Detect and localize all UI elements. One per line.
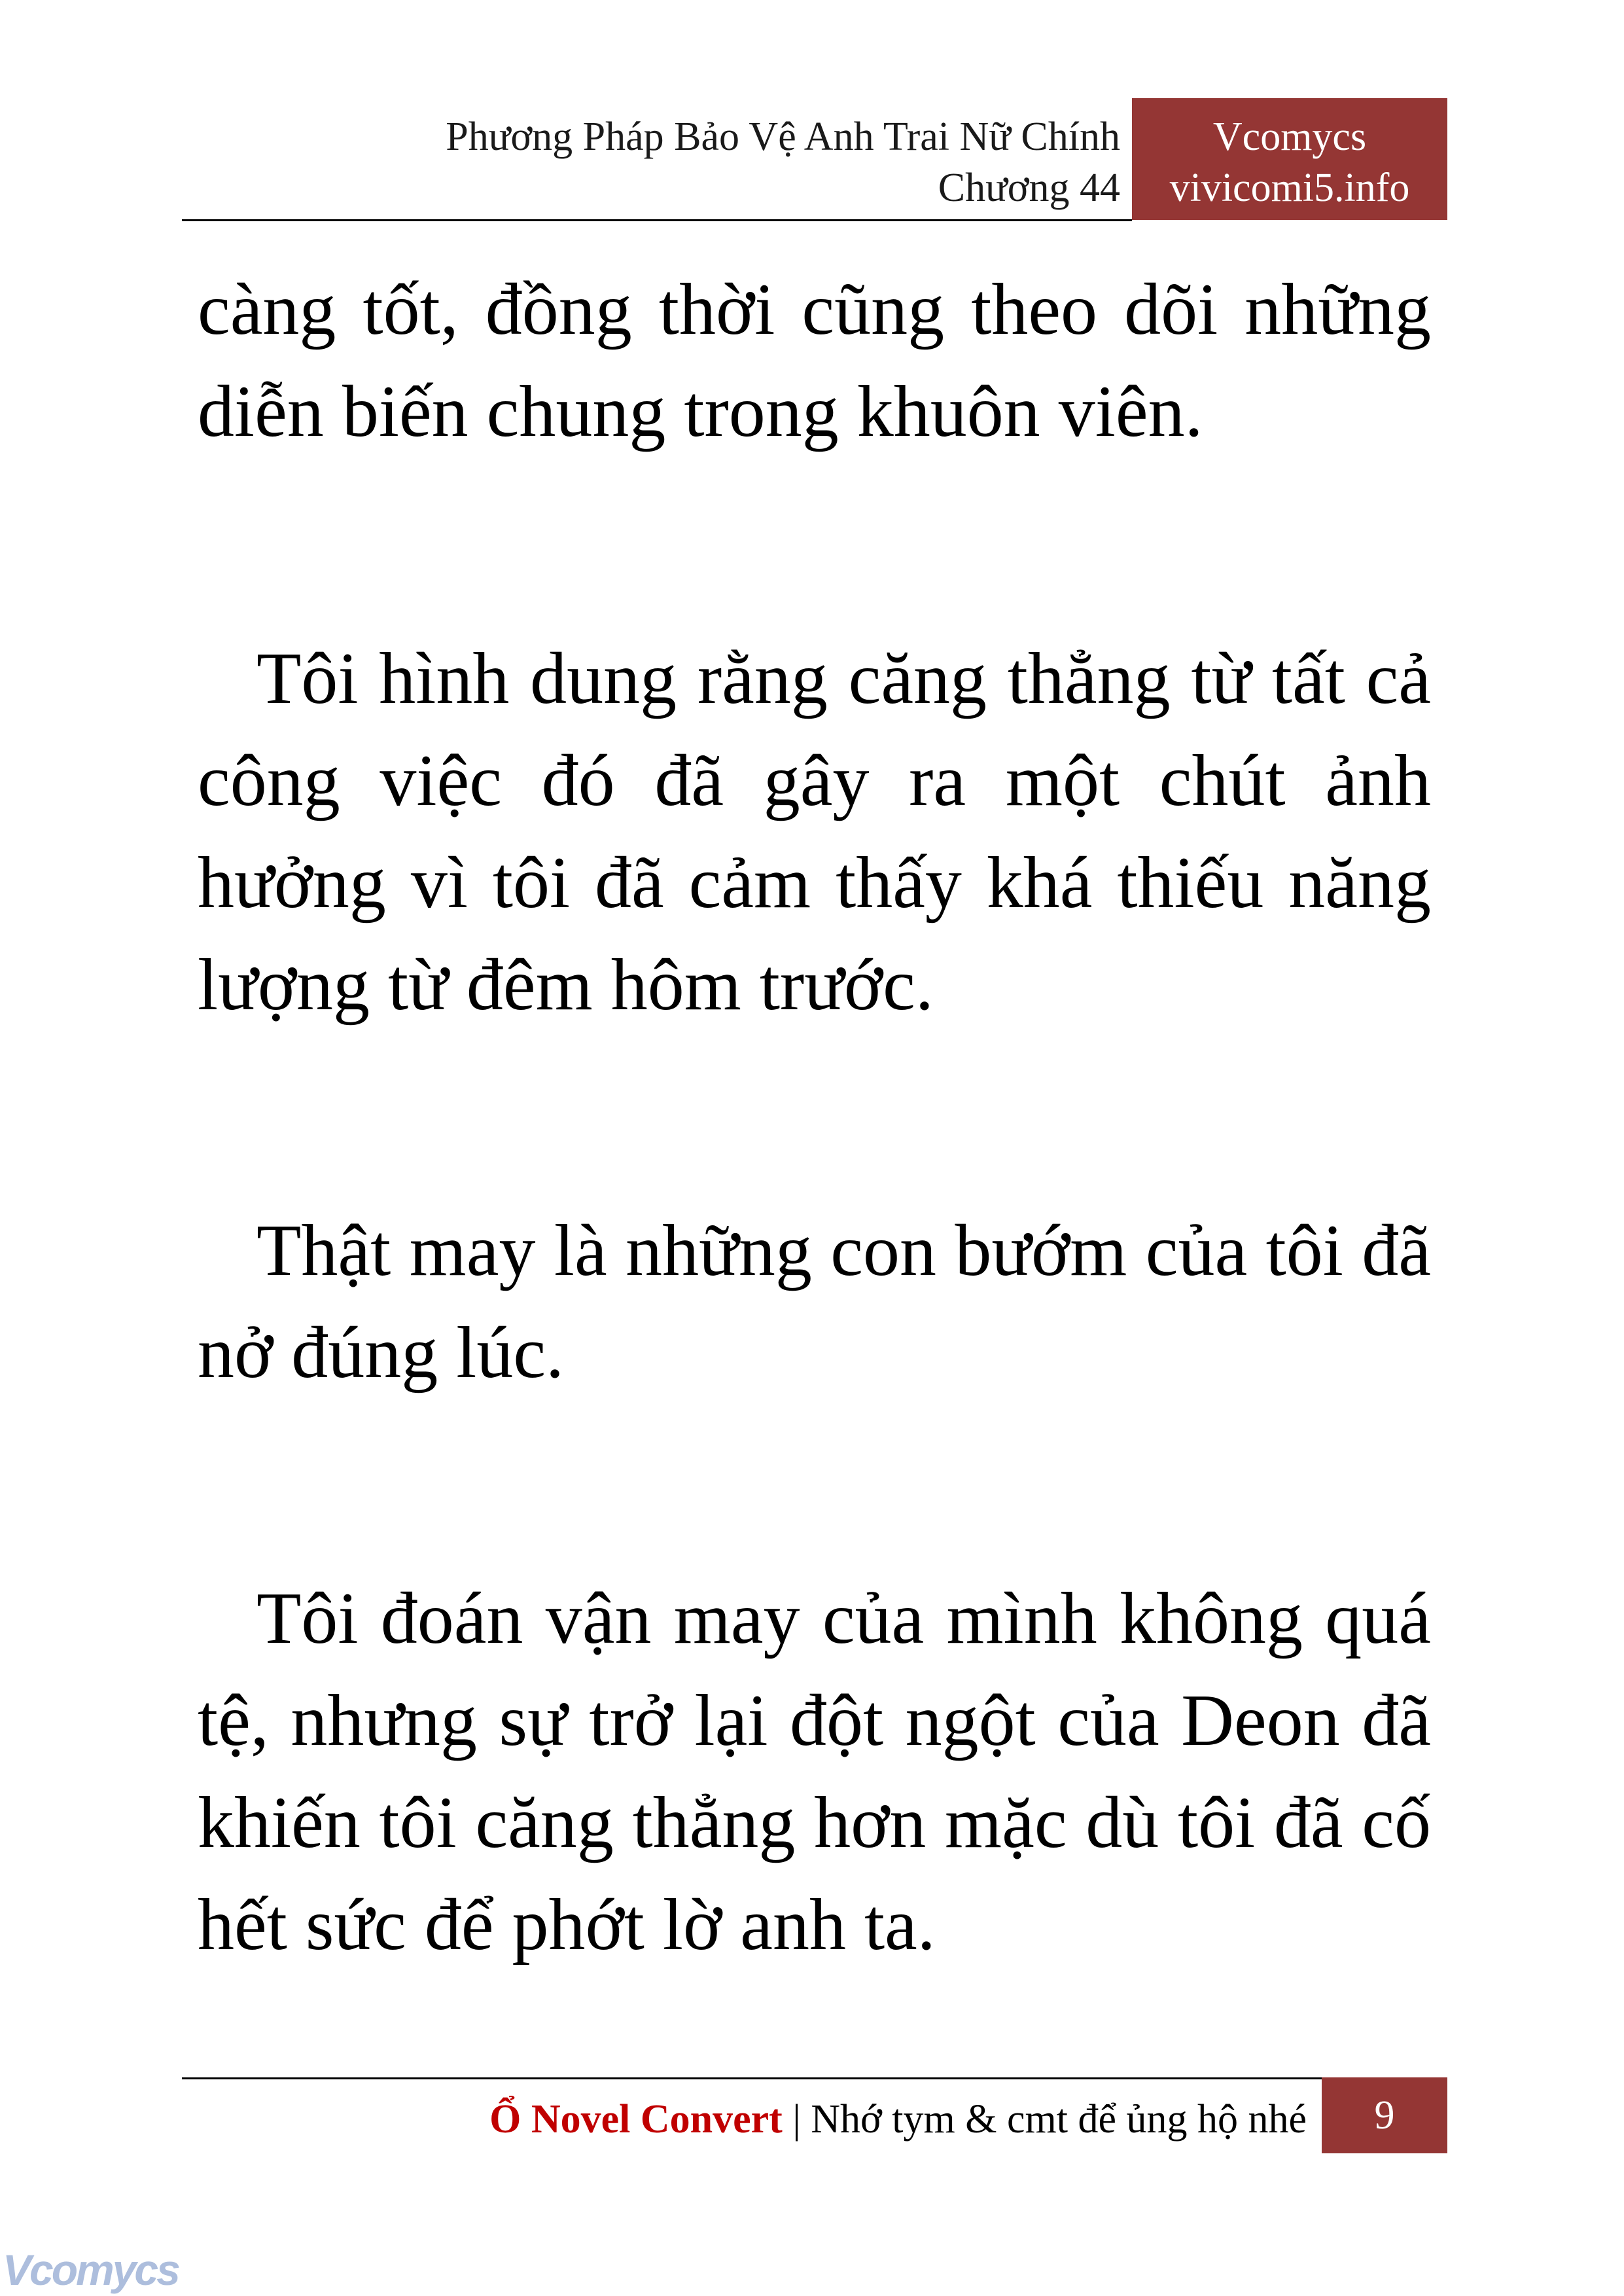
footer-message: Nhớ tym & cmt để ủng hộ nhé [811, 2097, 1307, 2142]
footer-brand: Ổ Novel Convert [489, 2097, 783, 2142]
header-divider [182, 219, 1132, 221]
paragraph: càng tốt, đồng thời cũng theo dõi những diễn biến chung trong khuôn viên. [198, 269, 1431, 452]
footer-divider [182, 2077, 1447, 2079]
paragraph: Tôi đoán vận may của mình không quá tệ, nhưng sự trở lại đột ngột của Deon đã khiến tôi căng thẳng hơn mặc dù tôi đã cố hết sức để phớt lờ anh ta. [198, 1578, 1431, 1965]
page-footer [182, 2077, 1447, 2153]
book-heading [446, 111, 1120, 213]
footer-separator: | [792, 2097, 801, 2142]
brand-name: Vcomycs [1212, 115, 1367, 159]
paragraph: Tôi hình dung rằng căng thẳng từ tất cả công việc đó đã gây ra một chút ảnh hưởng vì tôi đã cảm thấy khá thiếu năng lượng từ đêm hôm trước. [198, 638, 1431, 1026]
paragraph: Thật may là những con bướm của tôi đã nở đúng lúc. [198, 1210, 1431, 1393]
page-header [182, 98, 1447, 221]
brand-site: vivicomi5.info [1169, 166, 1410, 210]
brand-box [1132, 98, 1447, 220]
book-title: Phương Pháp Bảo Vệ Anh Trai Nữ Chính [446, 115, 1120, 159]
page-body [198, 259, 1431, 1976]
watermark-logo: Vcomycs [3, 2246, 179, 2294]
chapter-label: Chương 44 [938, 166, 1120, 210]
footer-line [489, 2094, 1307, 2144]
page-number: 9 [1322, 2077, 1447, 2153]
